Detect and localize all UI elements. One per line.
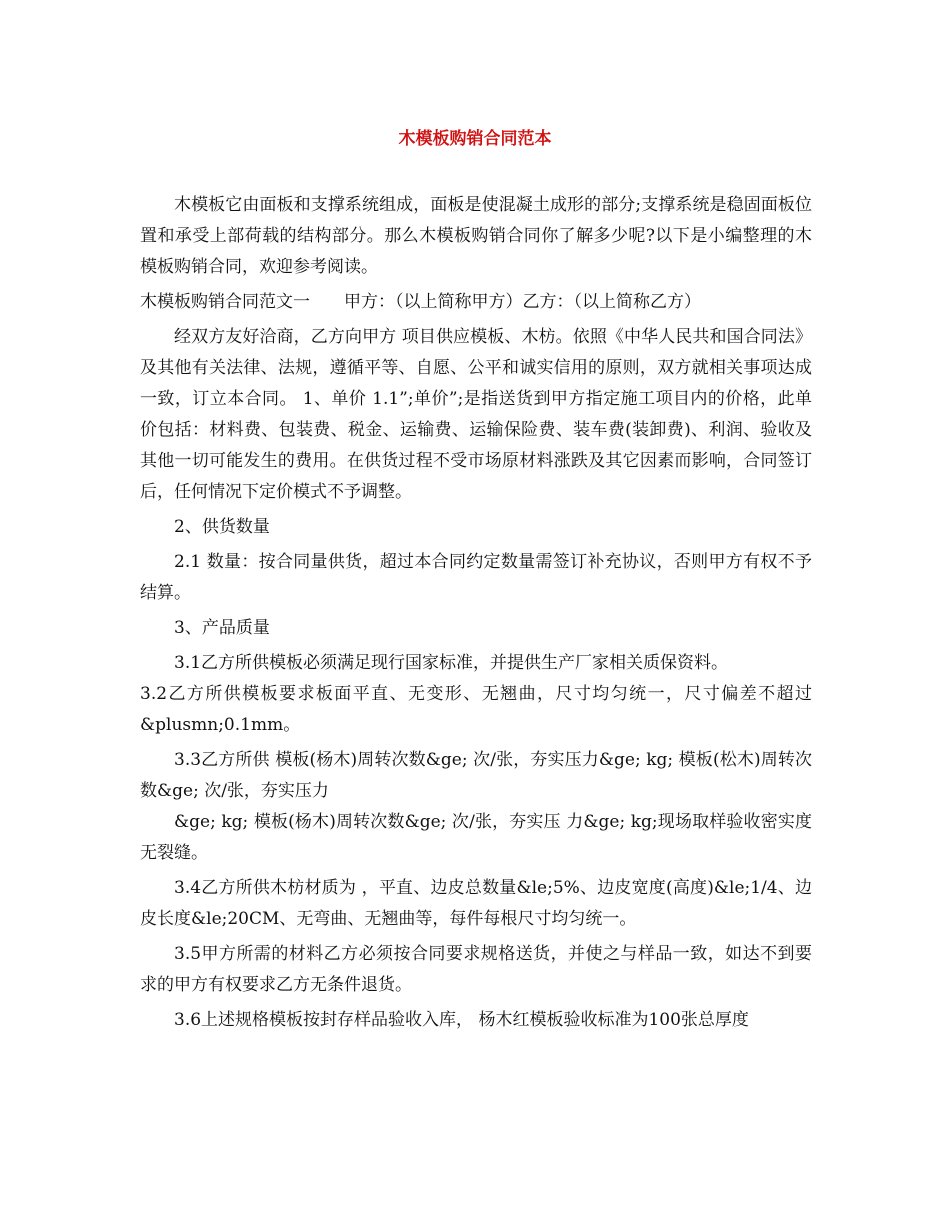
document-body xyxy=(140,190,812,1040)
preamble-paragraph: 经双方友好洽商，乙方向甲方 项目供应模板、木枋。依照《中华人民共和国合同法》及其他有关法律、法规，遵循平等、自愿、公平和诚实信用的原则，双方就相关事项达成一致，订立本合同。 1、单价 1.1”;单价”;是指送货到甲方指定施工项目内的价格，此单价包括：材料费、包装费、税金、运输费、运输保险费、装车费(装卸费)、利润、验收及其他一切可能发生的费用。在供货过程不受市场原材料涨跌及其它因素而影响，合同签订后，任何情况下定价模式不予调整。 xyxy=(140,327,812,502)
clause-3-3: 3.3乙方所供 模板(杨木)周转次数&ge; 次/张，夯实压力&ge; kg; 模板(松木)周转次数&ge; 次/张，夯实压力 xyxy=(140,750,812,801)
clause-3-4: 3.4乙方所供木枋材质为 ，平直、边皮总数量&le;5%、边皮宽度(高度)&le;1/4、边皮长度&le;20CM、无弯曲、无翘曲等，每件每根尺寸均匀统一。 xyxy=(140,878,812,929)
contract-header-line: 木模板购销合同范文一 甲方：（以上简称甲方）乙方：（以上简称乙方） xyxy=(140,292,701,312)
section-heading-quality: 3、产品质量 xyxy=(174,618,270,638)
clause-2-1: 2.1 数量：按合同量供货，超过本合同约定数量需签订补充协议，否则甲方有权不予结算。 xyxy=(140,552,812,603)
clause-3-5: 3.5甲方所需的材料乙方必须按合同要求规格送货，并使之与样品一致，如达不到要求的甲方有权要求乙方无条件退货。 xyxy=(140,944,812,995)
section-heading-quantity: 2、供货数量 xyxy=(174,517,270,537)
clause-3-2: 3.2乙方所供模板要求板面平直、无变形、无翘曲，尺寸均匀统一，尺寸偏差不超过&plusmn;0.1mm。 xyxy=(140,684,812,735)
clause-3-1: 3.1乙方所供模板必须满足现行国家标准，并提供生产厂家相关质保资料。 xyxy=(174,653,729,673)
clause-3-3-continued: &ge; kg; 模板(杨木)周转次数&ge; 次/张，夯实压 力&ge; kg;现场取样验收密实度无裂缝。 xyxy=(140,812,812,863)
document-title: 木模板购销合同范本 xyxy=(398,129,552,149)
intro-paragraph: 木模板它由面板和支撑系统组成，面板是使混凝土成形的部分;支撑系统是稳固面板位置和承受上部荷载的结构部分。那么木模板购销合同你了解多少呢?以下是小编整理的木模板购销合同，欢迎参考阅读。 xyxy=(140,195,812,277)
clause-3-6: 3.6上述规格模板按封存样品验收入库， 杨木红模板验收标准为100张总厚度 xyxy=(174,1010,749,1030)
